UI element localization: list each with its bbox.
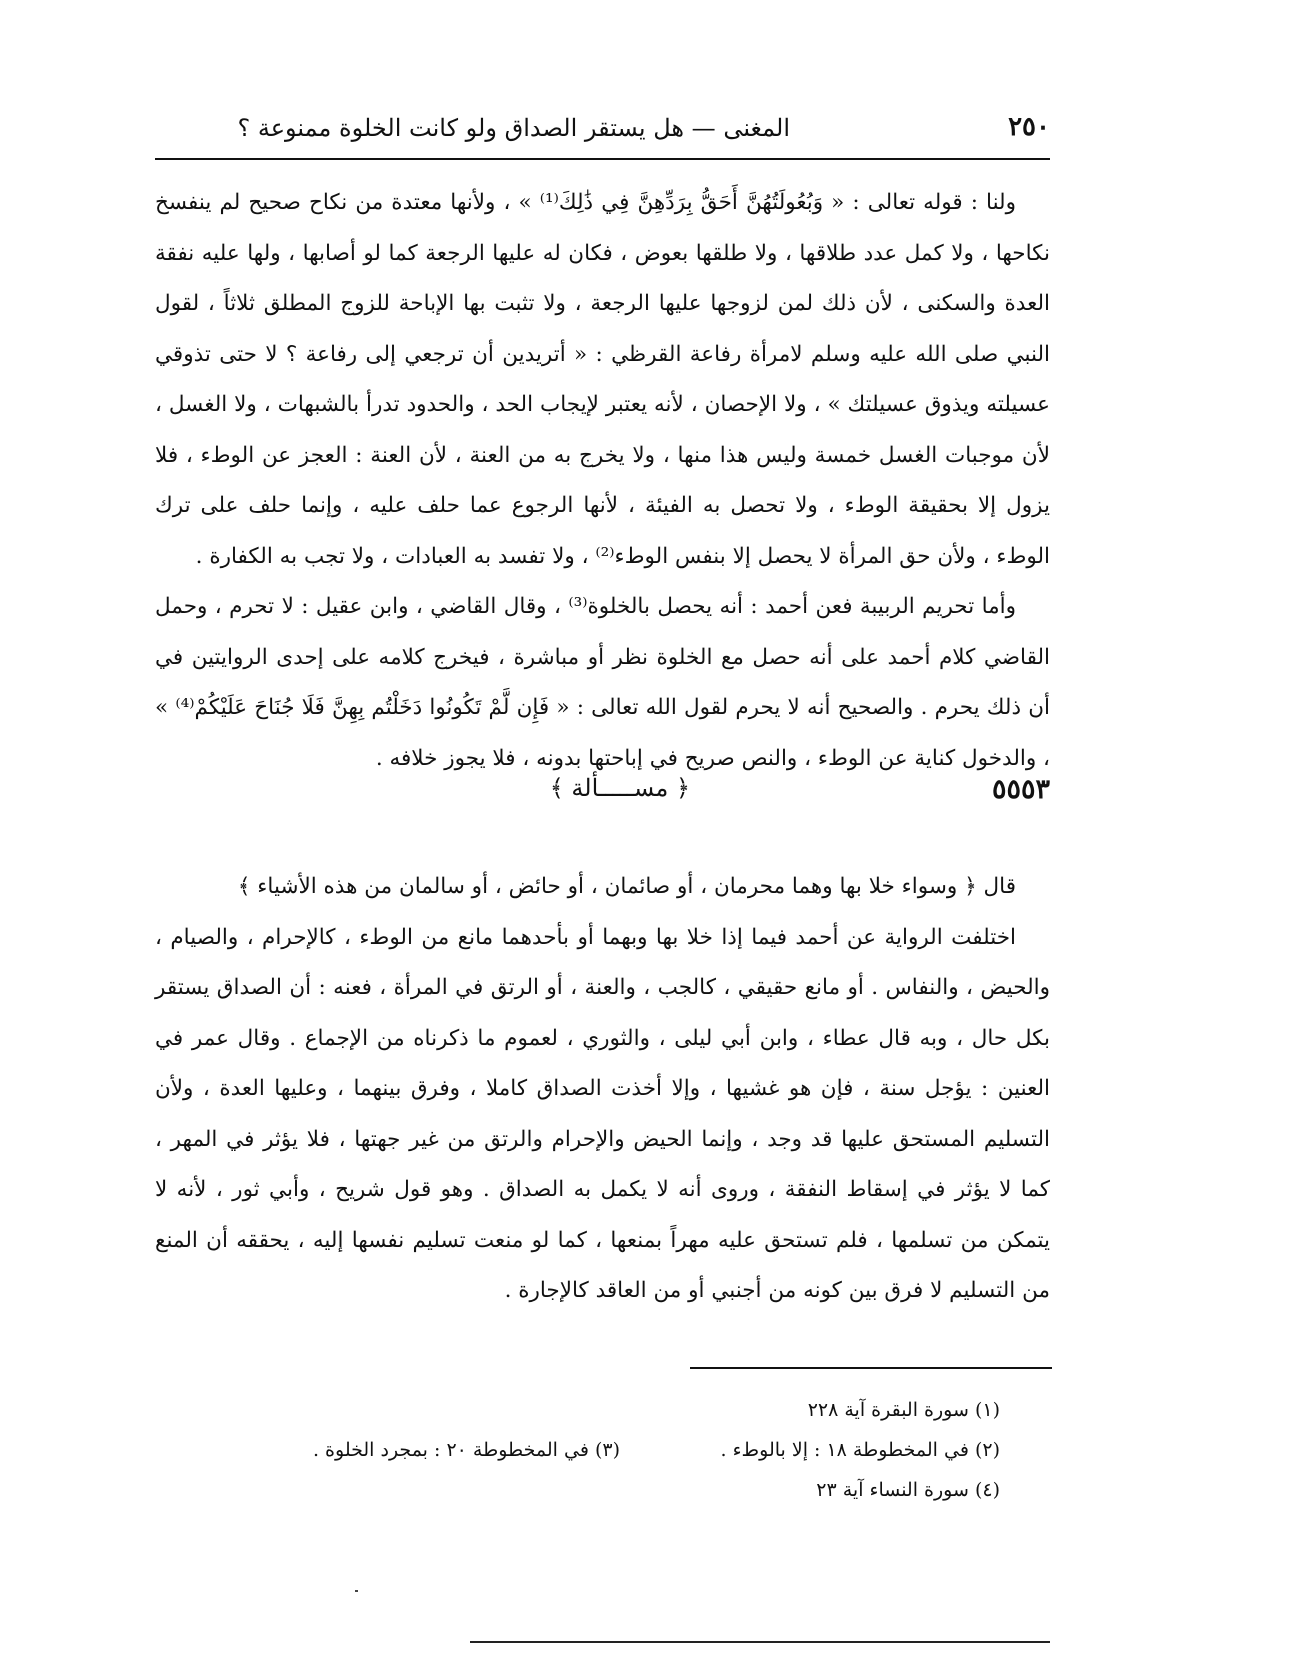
- header-divider: [155, 158, 1050, 160]
- bottom-divider: [470, 1641, 1050, 1643]
- footnote-2: (٢) في المخطوطة ١٨ : إلا بالوطء .: [720, 1439, 1000, 1461]
- main-text-lower: [155, 862, 1050, 1317]
- footnote-divider: [690, 1367, 1052, 1369]
- masala-heading: [155, 770, 1050, 820]
- running-head: المغنى — هل يستقر الصداق ولو كانت الخلوة ممنوعة ؟: [237, 114, 790, 142]
- footnotes: [155, 1390, 1050, 1510]
- footnote-4: (٤) سورة النساء آية ٢٣: [816, 1479, 1000, 1501]
- page-number: ٢٥٠: [1008, 112, 1050, 142]
- scan-speck: [355, 1590, 358, 1592]
- paragraph: ولنا : قوله تعالى : « وَبُعُولَتُهُنَّ أَحَقُّ بِرَدِّهِنَّ فِي ذَٰلِكَ⁽¹⁾ » ، ولأنها معتدة من نكاح صحيح لم ينفسخ نكاحها ، ولا كمل عدد طلاقها ، ولا طلقها بعوض ، فكان له عليها الرجعة كما لو أصابها ، ولها عليه نفقة العدة والسكنى ، لأن ذلك لمن لزوجها عليها الرجعة ، ولا تثبت بها الإباحة للزوج المطلق ثلاثاً ، لقول النبي صلى الله عليه وسلم لامرأة رفاعة القرظي : « أتريدين أن ترجعي إلى رفاعة ؟ لا حتى تذوقي عسيلته ويذوق عسيلتك » ، ولا الإحصان ، لأنه يعتبر لإيجاب الحد ، والحدود تدرأ بالشبهات ، ولا الغسل ، لأن موجبات الغسل خمسة وليس هذا منها ، ولا يخرج به من العنة ، لأن العنة : العجز عن الوطء ، فلا يزول إلا بحقيقة الوطء ، ولا تحصل به الفيئة ، لأنها الرجوع عما حلف عليه ، وإنما حلف على ترك الوطء ، ولأن حق المرأة لا يحصل إلا بنفس الوطء⁽²⁾ ، ولا تفسد به العبادات ، ولا تجب به الكفارة .: [155, 190, 1050, 569]
- paragraph: اختلفت الرواية عن أحمد فيما إذا خلا بها وبهما أو بأحدهما مانع من الوطء ، كالإحرام ، والصيام ، والحيض ، والنفاس . أو مانع حقيقي ، كالجب ، والعنة ، أو الرتق في المرأة ، فعنه : أن الصداق يستقر بكل حال ، وبه قال عطاء ، وابن أبي ليلى ، والثوري ، لعموم ما ذكرناه من الإجماع . وقال عمر في العنين : يؤجل سنة ، فإن هو غشيها ، وإلا أخذت الصداق كاملا ، وفرق بينهما ، وعليها العدة ، ولأن التسليم المستحق عليها قد وجد ، وإنما الحيض والإحرام والرتق من غير جهتها ، فلا يؤثر في المهر ، كما لا يؤثر في إسقاط النفقة ، وروى أنه لا يكمل به الصداق . وهو قول شريح ، وأبي ثور ، لأنه لا يتمكن من تسلمها ، فلم تستحق عليه مهراً بمنعها ، كما لو منعت تسليم نفسها إليه ، يحققه أن المنع من التسليم لا فرق بين كونه من أجنبي أو من العاقد كالإجارة .: [155, 924, 1050, 1303]
- footnote-3: (٣) في المخطوطة ٢٠ : بمجرد الخلوة .: [312, 1439, 620, 1461]
- masala-number: ٥٥٥٣: [991, 774, 1050, 805]
- footnote-row: [155, 1390, 1050, 1430]
- page-header: [155, 108, 1050, 154]
- footnote-row: [155, 1470, 1050, 1510]
- main-text-upper: [155, 178, 1050, 784]
- footnote-1: (١) سورة البقرة آية ٢٢٨: [807, 1399, 1000, 1421]
- matn-quote: قال ﴿ وسواء خلا بها وهما محرمان ، أو صائمان ، أو حائض ، أو سالمان من هذه الأشياء ﴾: [237, 874, 1016, 899]
- paragraph: وأما تحريم الربيبة فعن أحمد : أنه يحصل بالخلوة⁽³⁾ ، وقال القاضي ، وابن عقيل : لا تحرم ، وحمل القاضي كلام أحمد على أنه حصل مع الخلوة نظر أو مباشرة ، فيخرج كلامه على إحدى الروايتين في أن ذلك يحرم . والصحيح أنه لا يحرم لقول الله تعالى : « فَإِن لَّمْ تَكُونُوا دَخَلْتُم بِهِنَّ فَلَا جُنَاحَ عَلَيْكُمْ⁽⁴⁾ » ، والدخول كناية عن الوطء ، والنص صريح في إباحتها بدونه ، فلا يجوز خلافه .: [155, 594, 1050, 771]
- masala-title: ﴿ مســـــألة ﴾: [549, 774, 690, 802]
- footnote-row: [155, 1430, 1050, 1470]
